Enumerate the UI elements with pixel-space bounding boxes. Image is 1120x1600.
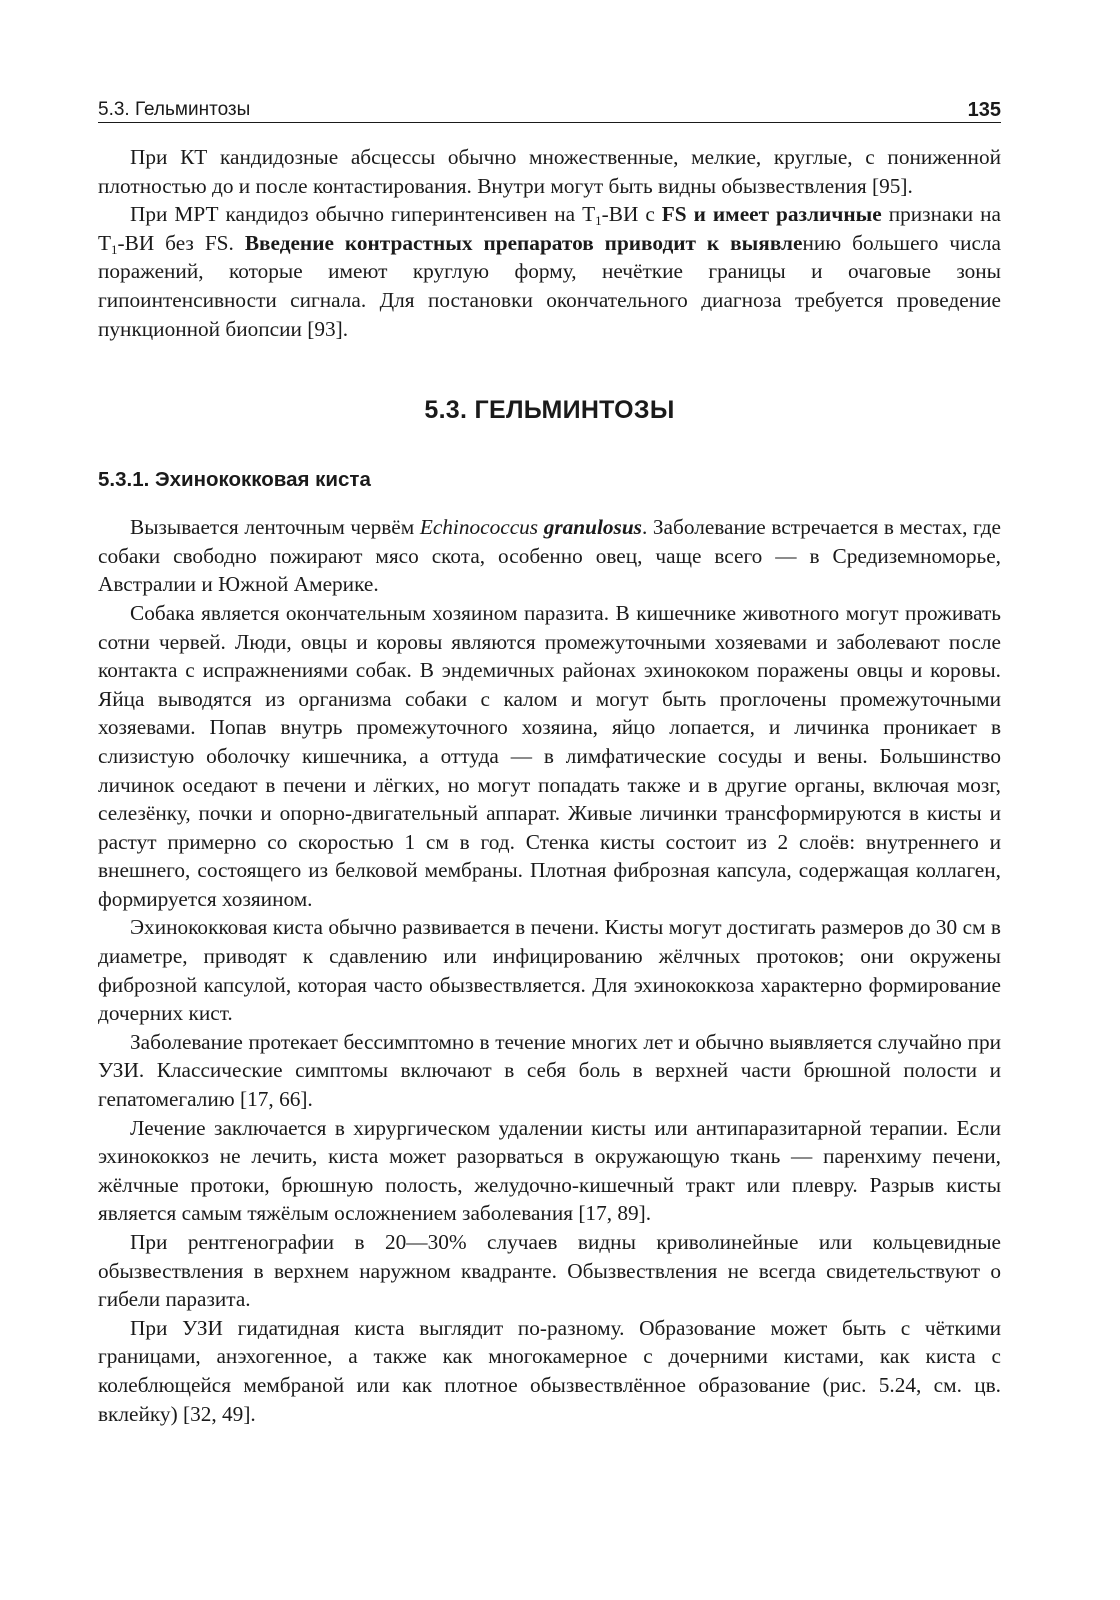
- paragraph: Лечение заключается в хирургическом удалении кисты или антипаразитарной терапии. Если эхинококкоз не лечить, киста может разорваться в окружающую ткань — паренхиму печени, жёлчные протоки, брюшную полость, желудочно-кишечный тракт или плевру. Разрыв кисты является самым тяжёлым осложнением заболевания [17, 89].: [98, 1115, 1001, 1226]
- paragraph: При КТ кандидозные абсцессы обычно множественные, мелкие, круглые, с пониженной плотностью до и после контастирования. Внутри могут быть видны обызвествления [95].: [98, 145, 1001, 198]
- paragraph: Эхинококковая киста обычно развивается в печени. Кисты могут достигать размеров до 30 см в диаметре, приводят к сдавлению или инфицированию жёлчных протоков; они окружены фиброзной капсулой, которая часто обызвествляется. Для эхинококкоза характерно формирование дочерних кист.: [98, 915, 1001, 1026]
- section-title: 5.3. ГЕЛЬМИНТОЗЫ: [424, 396, 675, 425]
- paragraph: При рентгенографии в 20—30% случаев видны криволинейные или кольцевидные обызвествления в верхнем наружном квадранте. Обызвествления не всегда свидетельствуют о гибели паразита.: [98, 1230, 1001, 1312]
- running-title: 5.3. Гельминтозы: [98, 99, 251, 120]
- paragraph: Вызывается ленточным червём Echinococcus granulosus. Заболевание встречается в местах, где собаки свободно пожирают мясо скота, особенно овец, чаще всего — в Средиземноморье, Австралии и Южной Америке.: [98, 515, 1001, 597]
- running-header: [98, 96, 1001, 123]
- paragraph: При МРТ кандидоз обычно гиперинтенсивен на $T_1-ВИ$ с FS и имеет различные признаки на $T_1-ВИ$ без FS. Введение контрастных препаратов приводит к выявлению большего числа поражений, которые имеют круглую форму, нечёткие границы и очаговые зоны гипоинтенсивности сигнала. Для постановки окончательного диагноза требуется проведение пункционной биопсии [93].: [98, 202, 1002, 341]
- page-number: 135: [967, 99, 1001, 121]
- intro-text-block: [98, 143, 1001, 343]
- subsection-title: 5.3.1. Эхинококковая киста: [98, 468, 371, 492]
- book-page: [98, 96, 1001, 1428]
- subsection-text-block: [98, 513, 1001, 1428]
- paragraph: При УЗИ гидатидная киста выглядит по-разному. Образование может быть с чёткими границами, анэхогенное, а также как многокамерное с дочерними кистами, как киста с колеблющейся мембраной или как плотное обызвествлённое образование (рис. 5.24, см. цв. вклейку) [32, 49].: [98, 1315, 1001, 1426]
- paragraph: Заболевание протекает бессимптомно в течение многих лет и обычно выявляется случайно при УЗИ. Классические симптомы включают в себя боль в верхней части брюшной полости и гепатомегалию [17, 66].: [98, 1029, 1001, 1112]
- paragraph: Собака является окончательным хозяином паразита. В кишечнике животного могут проживать сотни червей. Люди, овцы и коровы являются промежуточными хозяевами и заболевают после контакта с испражнениями собак. В эндемичных районах эхинококом поражены овцы и коровы. Яйца выводятся из организма собаки с калом и могут быть проглочены промежуточными хозяевами. Попав внутрь промежуточного хозяина, яйцо лопается, и личинка проникает в слизистую оболочку кишечника, а оттуда — в лимфатические сосуды и вены. Большинство личинок оседают в печени и лёгких, но могут попадать также и в другие органы, включая мозг, селезёнку, почки и опорно-двигательный аппарат. Живые личинки трансформируются в кисты и растут примерно со скоростью 1 см в год. Стенка кисты состоит из 2 слоёв: внутреннего и внешнего, состоящего из белковой мембраны. Плотная фиброзная капсула, содержащая коллаген, формируется хозяином.: [98, 600, 1001, 911]
